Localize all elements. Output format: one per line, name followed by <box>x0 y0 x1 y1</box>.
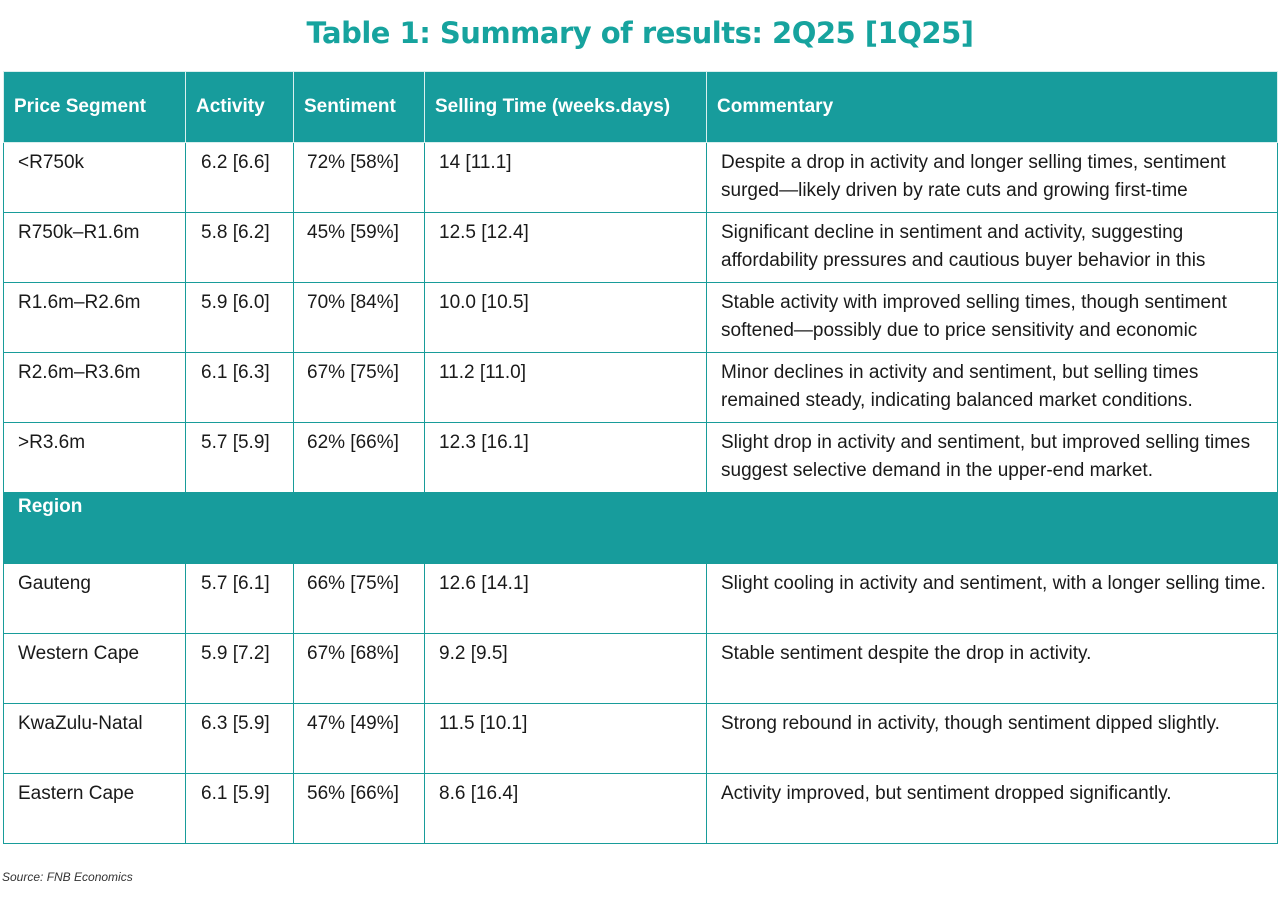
region-cell: Eastern Cape <box>4 774 186 844</box>
selling-time-cell: 12.5 [12.4] <box>425 213 707 283</box>
commentary-cell <box>707 353 1278 423</box>
header-price-segment: Price Segment <box>4 72 186 143</box>
table-row <box>4 774 1278 844</box>
activity-cell: 6.2 [6.6] <box>186 143 294 213</box>
commentary-text: Slight cooling in activity and sentiment, with a longer selling time. <box>721 573 1266 594</box>
sentiment-cell: 70% [84%] <box>294 283 425 353</box>
commentary-text: Stable sentiment despite the drop in activity. <box>721 643 1092 664</box>
activity-cell: 5.9 [7.2] <box>186 634 294 704</box>
commentary-cell <box>707 634 1278 704</box>
header-selling-time: Selling Time (weeks.days) <box>425 72 707 143</box>
segment-cell: >R3.6m <box>4 423 186 493</box>
commentary-text: Minor declines in activity and sentiment, but selling times remained steady, indicating balanced market conditions. <box>721 362 1199 411</box>
table-title: Table 1: Summary of results: 2Q25 [1Q25] <box>306 16 974 50</box>
sentiment-cell: 56% [66%] <box>294 774 425 844</box>
table-row <box>4 353 1278 423</box>
commentary-cell <box>707 704 1278 774</box>
table-row <box>4 283 1278 353</box>
region-header: Region <box>4 493 1278 564</box>
source-note: Source: FNB Economics <box>2 870 133 884</box>
commentary-cell <box>707 774 1278 844</box>
region-header-row <box>4 493 1278 564</box>
commentary-cell <box>707 213 1278 283</box>
table-row <box>4 634 1278 704</box>
activity-cell: 6.3 [5.9] <box>186 704 294 774</box>
commentary-text: Significant decline in sentiment and activity, suggesting affordability pressures and cautious buyer behavior in this <box>721 222 1206 271</box>
selling-time-cell: 8.6 [16.4] <box>425 774 707 844</box>
segment-cell: R1.6m–R2.6m <box>4 283 186 353</box>
segment-cell: <R750k <box>4 143 186 213</box>
sentiment-cell: 67% [68%] <box>294 634 425 704</box>
segment-cell: R750k–R1.6m <box>4 213 186 283</box>
sentiment-cell: 47% [49%] <box>294 704 425 774</box>
header-commentary: Commentary <box>707 72 1278 143</box>
sentiment-cell: 62% [66%] <box>294 423 425 493</box>
table-row <box>4 564 1278 634</box>
commentary-text: Activity improved, but sentiment dropped significantly. <box>721 783 1172 804</box>
activity-cell: 5.8 [6.2] <box>186 213 294 283</box>
commentary-cell <box>707 283 1278 353</box>
selling-time-cell: 11.2 [11.0] <box>425 353 707 423</box>
sentiment-cell: 67% [75%] <box>294 353 425 423</box>
activity-cell: 6.1 [6.3] <box>186 353 294 423</box>
region-cell: KwaZulu-Natal <box>4 704 186 774</box>
activity-cell: 6.1 [5.9] <box>186 774 294 844</box>
region-cell: Western Cape <box>4 634 186 704</box>
sentiment-cell: 66% [75%] <box>294 564 425 634</box>
selling-time-cell: 14 [11.1] <box>425 143 707 213</box>
table-row <box>4 704 1278 774</box>
commentary-text: Despite a drop in activity and longer selling times, sentiment surged—likely driven by rate cuts and growing first-time <box>721 152 1226 201</box>
commentary-cell <box>707 423 1278 493</box>
table-row <box>4 213 1278 283</box>
header-sentiment: Sentiment <box>294 72 425 143</box>
header-row <box>4 72 1278 143</box>
commentary-cell <box>707 564 1278 634</box>
commentary-text: Slight drop in activity and sentiment, but improved selling times suggest selective demand in the upper-end market. <box>721 432 1251 481</box>
table-row <box>4 423 1278 493</box>
commentary-text: Stable activity with improved selling times, though sentiment softened—possibly due to price sensitivity and economic <box>721 292 1227 341</box>
activity-cell: 5.7 [5.9] <box>186 423 294 493</box>
selling-time-cell: 12.6 [14.1] <box>425 564 707 634</box>
sentiment-cell: 72% [58%] <box>294 143 425 213</box>
sentiment-cell: 45% [59%] <box>294 213 425 283</box>
activity-cell: 5.7 [6.1] <box>186 564 294 634</box>
selling-time-cell: 11.5 [10.1] <box>425 704 707 774</box>
segment-cell: R2.6m–R3.6m <box>4 353 186 423</box>
header-activity: Activity <box>186 72 294 143</box>
region-cell: Gauteng <box>4 564 186 634</box>
summary-table <box>3 71 1278 844</box>
selling-time-cell: 9.2 [9.5] <box>425 634 707 704</box>
selling-time-cell: 10.0 [10.5] <box>425 283 707 353</box>
table-row <box>4 143 1278 213</box>
commentary-text: Strong rebound in activity, though sentiment dipped slightly. <box>721 713 1220 734</box>
selling-time-cell: 12.3 [16.1] <box>425 423 707 493</box>
commentary-cell <box>707 143 1278 213</box>
activity-cell: 5.9 [6.0] <box>186 283 294 353</box>
